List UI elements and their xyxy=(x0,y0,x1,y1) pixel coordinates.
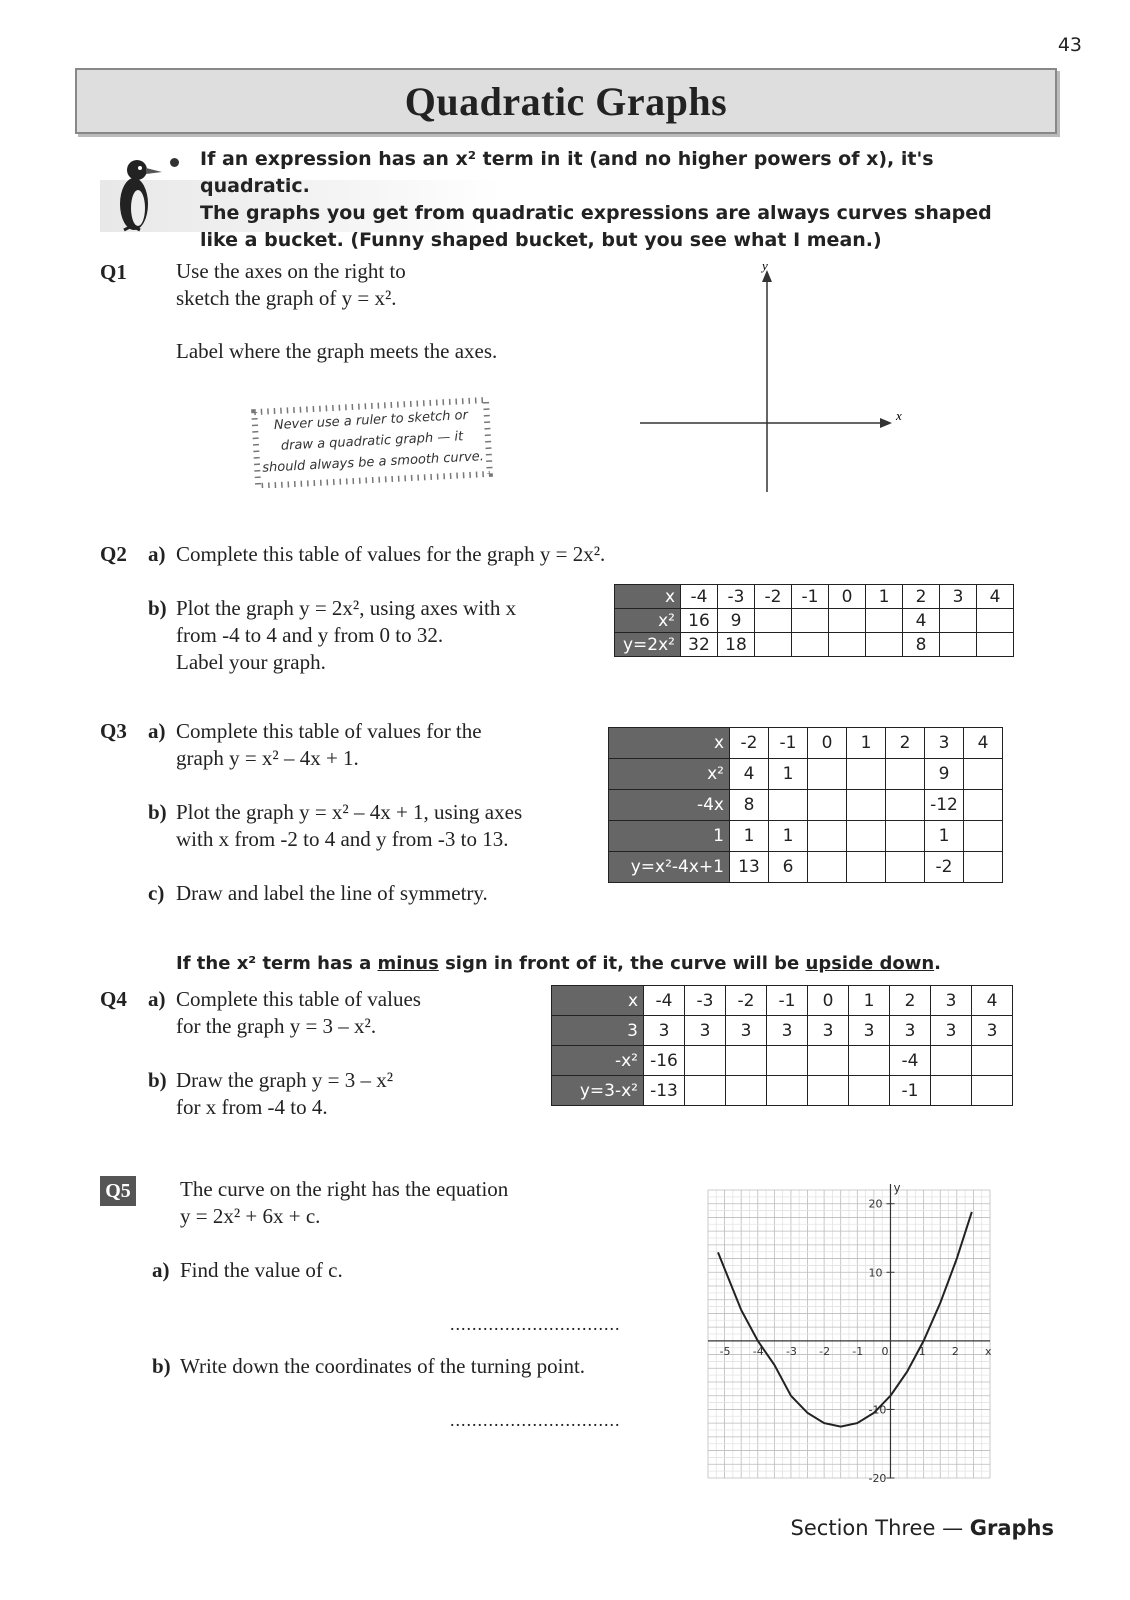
q3-table-cell: 1 xyxy=(730,821,769,852)
q3-table-cell: 4 xyxy=(730,759,769,790)
q1-sketch-axes xyxy=(630,258,920,494)
q3-table-cell: 8 xyxy=(730,790,769,821)
q4-table-cell: 0 xyxy=(808,986,849,1016)
q3-table-cell: 1 xyxy=(769,821,808,852)
q2-table-cell[interactable] xyxy=(829,633,866,657)
q2-table-cell[interactable] xyxy=(977,609,1014,633)
q3-table-cell[interactable] xyxy=(964,852,1003,883)
q2-part-b-text xyxy=(176,595,516,676)
title-banner xyxy=(75,68,1057,134)
q3-part-c-text: Draw and label the line of symmetry. xyxy=(176,881,488,905)
q5-curve-chart xyxy=(700,1178,1015,1488)
q5-a-answer-line[interactable]: ............................... xyxy=(450,1314,621,1334)
quadratic-curve xyxy=(718,1212,972,1427)
y-tick-label: 20 xyxy=(868,1197,883,1211)
intro-text xyxy=(200,146,1000,254)
q3-table-cell[interactable] xyxy=(808,790,847,821)
note-line-3: should always be a smooth curve. xyxy=(261,449,485,476)
q2-table-cell: 3 xyxy=(940,585,977,609)
q2-part-a-label: a) xyxy=(148,542,166,566)
q5-text xyxy=(180,1176,508,1230)
q4-a-line-1: Complete this table of values xyxy=(176,987,421,1011)
q3-table-cell: 1 xyxy=(847,728,886,759)
x-tick-label: -5 xyxy=(719,1344,731,1358)
q4-table-cell: -1 xyxy=(767,986,808,1016)
q4-table-cell: 3 xyxy=(931,986,972,1016)
q3-part-b-text xyxy=(176,799,522,853)
q3-table-cell[interactable] xyxy=(886,790,925,821)
q4-number: Q4 xyxy=(100,987,127,1011)
q3-table-row-header: y=x²-4x+1 xyxy=(609,852,730,883)
q3-table-cell[interactable] xyxy=(964,759,1003,790)
q2-table-cell: 8 xyxy=(903,633,940,657)
q1-text xyxy=(176,258,497,365)
tip-minus: minus xyxy=(377,953,439,974)
q3-table-row-header: 1 xyxy=(609,821,730,852)
q3-a-line-1: Complete this table of values for the xyxy=(176,719,482,743)
q3-table-row-header: x² xyxy=(609,759,730,790)
q3-table-cell: 3 xyxy=(925,728,964,759)
q4-part-a-label: a) xyxy=(148,987,166,1011)
q2-table-cell[interactable] xyxy=(792,633,829,657)
intro-line-1: If an expression has an x² term in it (and no higher powers of x), it's quadratic. xyxy=(200,148,934,197)
intro-line-2: The graphs you get from quadratic expressions are always curves shaped xyxy=(200,202,992,224)
q3-table-row xyxy=(609,728,1003,759)
q4-table-cell[interactable] xyxy=(849,1076,890,1106)
q4-table-cell: 3 xyxy=(726,1016,767,1046)
x-axis-label: x xyxy=(985,1344,992,1358)
q3-table-cell[interactable] xyxy=(964,790,1003,821)
q3-table-cell: -1 xyxy=(769,728,808,759)
q3-b-line-2: with x from -2 to 4 and y from -3 to 13. xyxy=(176,827,509,851)
footer-section: Section Three — xyxy=(790,1516,970,1540)
q4-table-cell[interactable] xyxy=(685,1046,726,1076)
q4-table-cell[interactable] xyxy=(849,1046,890,1076)
tip-upside-down: upside down xyxy=(805,953,935,974)
q2-table-row xyxy=(615,609,1014,633)
footer-topic: Graphs xyxy=(969,1516,1054,1540)
q4-table-cell: 2 xyxy=(890,986,931,1016)
q2-table-cell: -1 xyxy=(792,585,829,609)
q3-table-cell[interactable] xyxy=(964,821,1003,852)
x-tick-label: -4 xyxy=(752,1344,764,1358)
penguin-icon xyxy=(104,156,174,234)
note-line-2: draw a quadratic graph — it xyxy=(280,429,464,454)
q1-line-1: Use the axes on the right to xyxy=(176,259,406,283)
q2-table-cell: 4 xyxy=(903,609,940,633)
q2-table-cell: 9 xyxy=(718,609,755,633)
q4-table-cell: -4 xyxy=(890,1046,931,1076)
q4-table-cell[interactable] xyxy=(808,1046,849,1076)
x-axis-arrow-icon xyxy=(880,418,892,428)
q4-table-row-header: 3 xyxy=(552,1016,644,1046)
q3-table-cell[interactable] xyxy=(808,852,847,883)
q2-table-cell[interactable] xyxy=(977,633,1014,657)
q3-table-cell: -12 xyxy=(925,790,964,821)
q2-table-cell: -4 xyxy=(681,585,718,609)
q4-table-row xyxy=(552,986,1013,1016)
q2-table-cell: -2 xyxy=(755,585,792,609)
q4-table-row-header: -x² xyxy=(552,1046,644,1076)
q3-table-cell[interactable] xyxy=(847,759,886,790)
x-tick-label: 1 xyxy=(918,1344,926,1358)
q4-table-cell: -16 xyxy=(644,1046,685,1076)
q3-part-c-label: c) xyxy=(148,881,165,905)
q4-table-cell: -2 xyxy=(726,986,767,1016)
q1-line-2: sketch the graph of y = x². xyxy=(176,286,397,310)
q3-part-a-label: a) xyxy=(148,719,166,743)
q5-line-2: y = 2x² + 6x + c. xyxy=(180,1204,321,1228)
q3-a-line-2: graph y = x² – 4x + 1. xyxy=(176,746,359,770)
x-tick-label: 0 xyxy=(881,1344,889,1358)
q2-table-row-header: x² xyxy=(615,609,681,633)
q2-table-row xyxy=(615,633,1014,657)
q4-table-row xyxy=(552,1046,1013,1076)
q4-table-cell[interactable] xyxy=(972,1046,1013,1076)
q4-table-cell[interactable] xyxy=(931,1046,972,1076)
q3-table-cell: 1 xyxy=(769,759,808,790)
q4-table-cell: 3 xyxy=(685,1016,726,1046)
q2-table-cell[interactable] xyxy=(792,609,829,633)
q4-table-row xyxy=(552,1076,1013,1106)
page-number: 43 xyxy=(1057,34,1082,56)
q3-table-cell: 9 xyxy=(925,759,964,790)
q4-table-cell: 3 xyxy=(931,1016,972,1046)
q2-table-row xyxy=(615,585,1014,609)
q4-table-cell[interactable] xyxy=(726,1046,767,1076)
x-tick-label: -3 xyxy=(785,1344,797,1358)
q4-table-cell: 1 xyxy=(849,986,890,1016)
q3-part-b-label: b) xyxy=(148,800,167,824)
q5-part-a-text: Find the value of c. xyxy=(180,1258,343,1282)
q3-table-cell: 0 xyxy=(808,728,847,759)
y-tick-label: 10 xyxy=(868,1266,883,1280)
q3-table-cell: -2 xyxy=(925,852,964,883)
q4-a-line-2: for the graph y = 3 – x². xyxy=(176,1014,377,1038)
tip-end: . xyxy=(934,953,941,974)
q2-table-row-header: y=2x² xyxy=(615,633,681,657)
q3-table-cell: 2 xyxy=(886,728,925,759)
q2-table-cell: 0 xyxy=(829,585,866,609)
q2-b-line-1: Plot the graph y = 2x², using axes with x xyxy=(176,596,517,620)
q4-table-row-header: x xyxy=(552,986,644,1016)
q4-table xyxy=(551,985,1013,1106)
q2-table-cell[interactable] xyxy=(829,609,866,633)
q1-line-3: Label where the graph meets the axes. xyxy=(176,339,498,363)
q3-table-cell[interactable] xyxy=(847,790,886,821)
q3-table-cell: 1 xyxy=(925,821,964,852)
q1-number: Q1 xyxy=(100,260,127,284)
note-text xyxy=(247,404,498,480)
q4-table-cell: 4 xyxy=(972,986,1013,1016)
q3-b-line-1: Plot the graph y = x² – 4x + 1, using axes xyxy=(176,800,523,824)
q4-table-cell: 3 xyxy=(849,1016,890,1046)
note-line-1: Never use a ruler to sketch or xyxy=(273,407,469,434)
q3-part-a-text xyxy=(176,718,482,772)
q2-part-b-label: b) xyxy=(148,596,167,620)
q4-table-row xyxy=(552,1016,1013,1046)
q3-table-cell[interactable] xyxy=(808,821,847,852)
q4-table-cell[interactable] xyxy=(726,1076,767,1106)
q5-b-answer-line[interactable]: ............................... xyxy=(450,1410,621,1430)
q2-table-row-header: x xyxy=(615,585,681,609)
y-axis-label: y xyxy=(762,258,768,273)
page-title: Quadratic Graphs xyxy=(404,78,728,124)
q2-table-cell[interactable] xyxy=(866,633,903,657)
q2-table-cell: 4 xyxy=(977,585,1014,609)
q2-b-line-3: Label your graph. xyxy=(176,650,326,674)
q3-table-cell: 13 xyxy=(730,852,769,883)
q4-table-cell: 3 xyxy=(767,1016,808,1046)
q2-b-line-2: from -4 to 4 and y from 0 to 32. xyxy=(176,623,444,647)
q3-table-cell[interactable] xyxy=(847,821,886,852)
q2-table-cell: 18 xyxy=(718,633,755,657)
q4-b-line-1: Draw the graph y = 3 – x² xyxy=(176,1068,394,1092)
q2-part-a-text: Complete this table of values for the graph y = 2x². xyxy=(176,542,606,566)
q4-table-cell: -13 xyxy=(644,1076,685,1106)
q3-table-row xyxy=(609,852,1003,883)
q3-table-row xyxy=(609,821,1003,852)
q3-table-cell: -2 xyxy=(730,728,769,759)
q5-part-b-text: Write down the coordinates of the turning point. xyxy=(180,1354,586,1378)
q4-part-b-label: b) xyxy=(148,1068,167,1092)
x-tick-label: -1 xyxy=(852,1344,864,1358)
q4-table-cell: 3 xyxy=(890,1016,931,1046)
q5-number: Q5 xyxy=(100,1176,136,1206)
q2-table-cell: 2 xyxy=(903,585,940,609)
q4-table-cell[interactable] xyxy=(767,1076,808,1106)
q5-line-1: The curve on the right has the equation xyxy=(180,1177,509,1201)
y-axis-label: y xyxy=(893,1181,901,1195)
q2-table-cell: 1 xyxy=(866,585,903,609)
q3-table-cell[interactable] xyxy=(769,790,808,821)
q5-part-a-label: a) xyxy=(152,1258,170,1282)
q2-table xyxy=(614,584,1014,657)
bullet-point xyxy=(170,158,179,167)
q4-table-cell: 3 xyxy=(644,1016,685,1046)
q4-table-row-header: y=3-x² xyxy=(552,1076,644,1106)
q4-table-cell[interactable] xyxy=(931,1076,972,1106)
x-axis-label: x xyxy=(896,408,902,423)
q3-number: Q3 xyxy=(100,719,127,743)
q3-table-cell[interactable] xyxy=(847,852,886,883)
q4-table-cell[interactable] xyxy=(972,1076,1013,1106)
q2-table-cell: 16 xyxy=(681,609,718,633)
q4-table-cell[interactable] xyxy=(767,1046,808,1076)
q2-table-cell[interactable] xyxy=(940,633,977,657)
q2-table-cell: -3 xyxy=(718,585,755,609)
q4-table-cell: -1 xyxy=(890,1076,931,1106)
tip-mid: sign in front of it, the curve will be xyxy=(438,953,806,974)
q3-table-row-header: -4x xyxy=(609,790,730,821)
q4-table-cell: 3 xyxy=(972,1016,1013,1046)
y-tick-label: -10 xyxy=(868,1403,887,1417)
q3-table-cell: 6 xyxy=(769,852,808,883)
q3-table-cell[interactable] xyxy=(886,759,925,790)
q5-part-b-label: b) xyxy=(152,1354,171,1378)
tip-pre: If the x² term has a xyxy=(176,953,378,974)
q4-table-cell: -3 xyxy=(685,986,726,1016)
q4-table-cell[interactable] xyxy=(685,1076,726,1106)
q4-table-cell: 3 xyxy=(808,1016,849,1046)
q3-table-row xyxy=(609,790,1003,821)
q2-number: Q2 xyxy=(100,542,127,566)
footer xyxy=(791,1516,1054,1540)
q2-table-cell[interactable] xyxy=(755,633,792,657)
upside-down-tip xyxy=(176,953,941,974)
q3-table-row xyxy=(609,759,1003,790)
q4-part-a-text xyxy=(176,986,421,1040)
ruler-tip-note xyxy=(248,396,496,488)
q3-table-cell[interactable] xyxy=(886,852,925,883)
y-tick-label: -20 xyxy=(868,1472,887,1485)
q3-table-row-header: x xyxy=(609,728,730,759)
q4-table-cell[interactable] xyxy=(808,1076,849,1106)
q2-table-cell[interactable] xyxy=(940,609,977,633)
x-tick-label: 2 xyxy=(951,1344,959,1358)
x-tick-label: -2 xyxy=(819,1344,831,1358)
q4-table-cell: -4 xyxy=(644,986,685,1016)
q3-table-cell[interactable] xyxy=(886,821,925,852)
q3-table-cell: 4 xyxy=(964,728,1003,759)
q3-table xyxy=(608,727,1003,883)
q3-table-cell[interactable] xyxy=(808,759,847,790)
q2-table-cell: 32 xyxy=(681,633,718,657)
q4-part-b-text xyxy=(176,1067,393,1121)
q2-table-cell[interactable] xyxy=(866,609,903,633)
intro-line-3: like a bucket. (Funny shaped bucket, but you see what I mean.) xyxy=(200,229,882,251)
q4-b-line-2: for x from -4 to 4. xyxy=(176,1095,328,1119)
q2-table-cell[interactable] xyxy=(755,609,792,633)
